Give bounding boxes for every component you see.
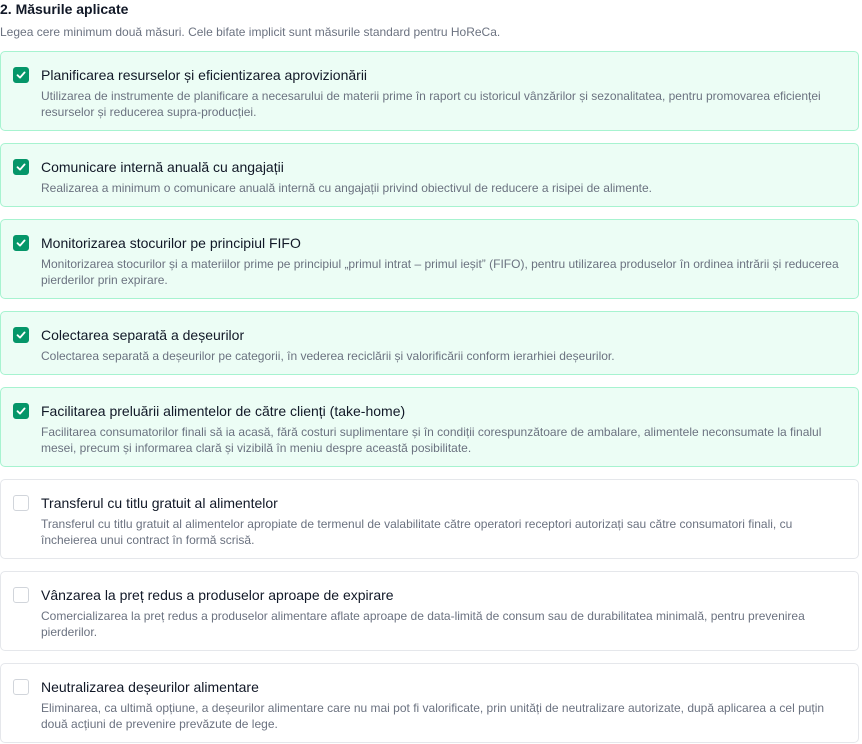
measure-option-free-transfer[interactable] (0, 479, 859, 559)
check-icon (16, 238, 26, 248)
measure-title: Monitorizarea stocurilor pe principiul FIFO (41, 235, 301, 251)
measure-description: Utilizarea de instrumente de planificare a necesarului de materii prime în raport cu istoricul vânzărilor și sezonalitatea, pentru promovarea eficienței resurselor și reducerea supra-producției. (41, 89, 821, 119)
measure-option-separate-collection[interactable] (0, 311, 859, 375)
check-icon (16, 406, 26, 416)
measure-title: Planificarea resurselor și eficientizarea aprovizionării (41, 67, 368, 83)
measure-description: Facilitarea consumatorilor finali să ia acasă, fără costuri suplimentare și în condiții corespunzătoare de ambalare, alimentele neconsumate la finalul mesei, precum și informarea clară și vizibilă în meniu despre această posibilitate. (41, 425, 822, 455)
check-icon (16, 330, 26, 340)
measure-title: Comunicare internă anuală cu angajații (41, 159, 284, 175)
measure-title: Facilitarea preluării alimentelor de către clienți (take-home) (41, 403, 406, 419)
check-icon (16, 162, 26, 172)
measure-checkbox[interactable] (13, 679, 29, 695)
measure-title: Colectarea separată a deșeurilor (41, 327, 245, 343)
measure-description: Realizarea a minimum o comunicare anuală internă cu angajații privind obiectivul de reducere a risipei de alimente. (41, 181, 652, 195)
measure-option-internal-communication[interactable] (0, 143, 859, 207)
measure-checkbox[interactable] (13, 495, 29, 511)
measure-title: Vânzarea la preț redus a produselor aproape de expirare (41, 587, 394, 603)
section-subtitle: Legea cere minimum două măsuri. Cele bifate implicit sunt măsurile standard pentru HoReCa. (0, 25, 501, 39)
measure-option-discount-sale[interactable] (0, 571, 859, 651)
measure-description: Comercializarea la preț redus a produselor alimentare aflate aproape de data-limită de consum sau de durabilitatea minimală, pentru prevenirea pierderilor. (41, 609, 805, 639)
measure-description: Monitorizarea stocurilor și a materiilor prime pe principiul „primul intrat – primul ieșit” (FIFO), pentru utilizarea produselor în ordinea intrării și reducerea pierderilor prin expirare. (41, 257, 839, 287)
measure-checkbox[interactable] (13, 587, 29, 603)
measure-description: Colectarea separată a deșeurilor pe categorii, în vederea reciclării și valorificării conform ierarhiei deșeurilor. (41, 349, 615, 363)
measure-checkbox[interactable] (13, 67, 29, 83)
measure-checkbox[interactable] (13, 159, 29, 175)
measure-description: Transferul cu titlu gratuit al alimentelor apropiate de termenul de valabilitate către operatori receptori autorizați sau către consumatori finali, cu încheierea unui contract în formă scrisă. (41, 517, 793, 547)
measure-option-waste-neutralization[interactable] (0, 663, 859, 743)
section-title: 2. Măsurile aplicate (0, 1, 129, 17)
measure-checkbox[interactable] (13, 235, 29, 251)
check-icon (16, 70, 26, 80)
measure-description: Eliminarea, ca ultimă opțiune, a deșeurilor alimentare care nu mai pot fi valorificate, prin unități de neutralizare autorizate, după aplicarea a cel puțin două acțiuni de prevenire prevăzute de lege. (41, 701, 825, 731)
measure-checkbox[interactable] (13, 403, 29, 419)
measure-title: Neutralizarea deșeurilor alimentare (41, 679, 259, 695)
measure-option-fifo-monitoring[interactable] (0, 219, 859, 299)
measure-title: Transferul cu titlu gratuit al alimentelor (41, 495, 278, 511)
measure-option-take-home[interactable] (0, 387, 859, 467)
measure-option-resource-planning[interactable] (0, 51, 859, 131)
measure-checkbox[interactable] (13, 327, 29, 343)
